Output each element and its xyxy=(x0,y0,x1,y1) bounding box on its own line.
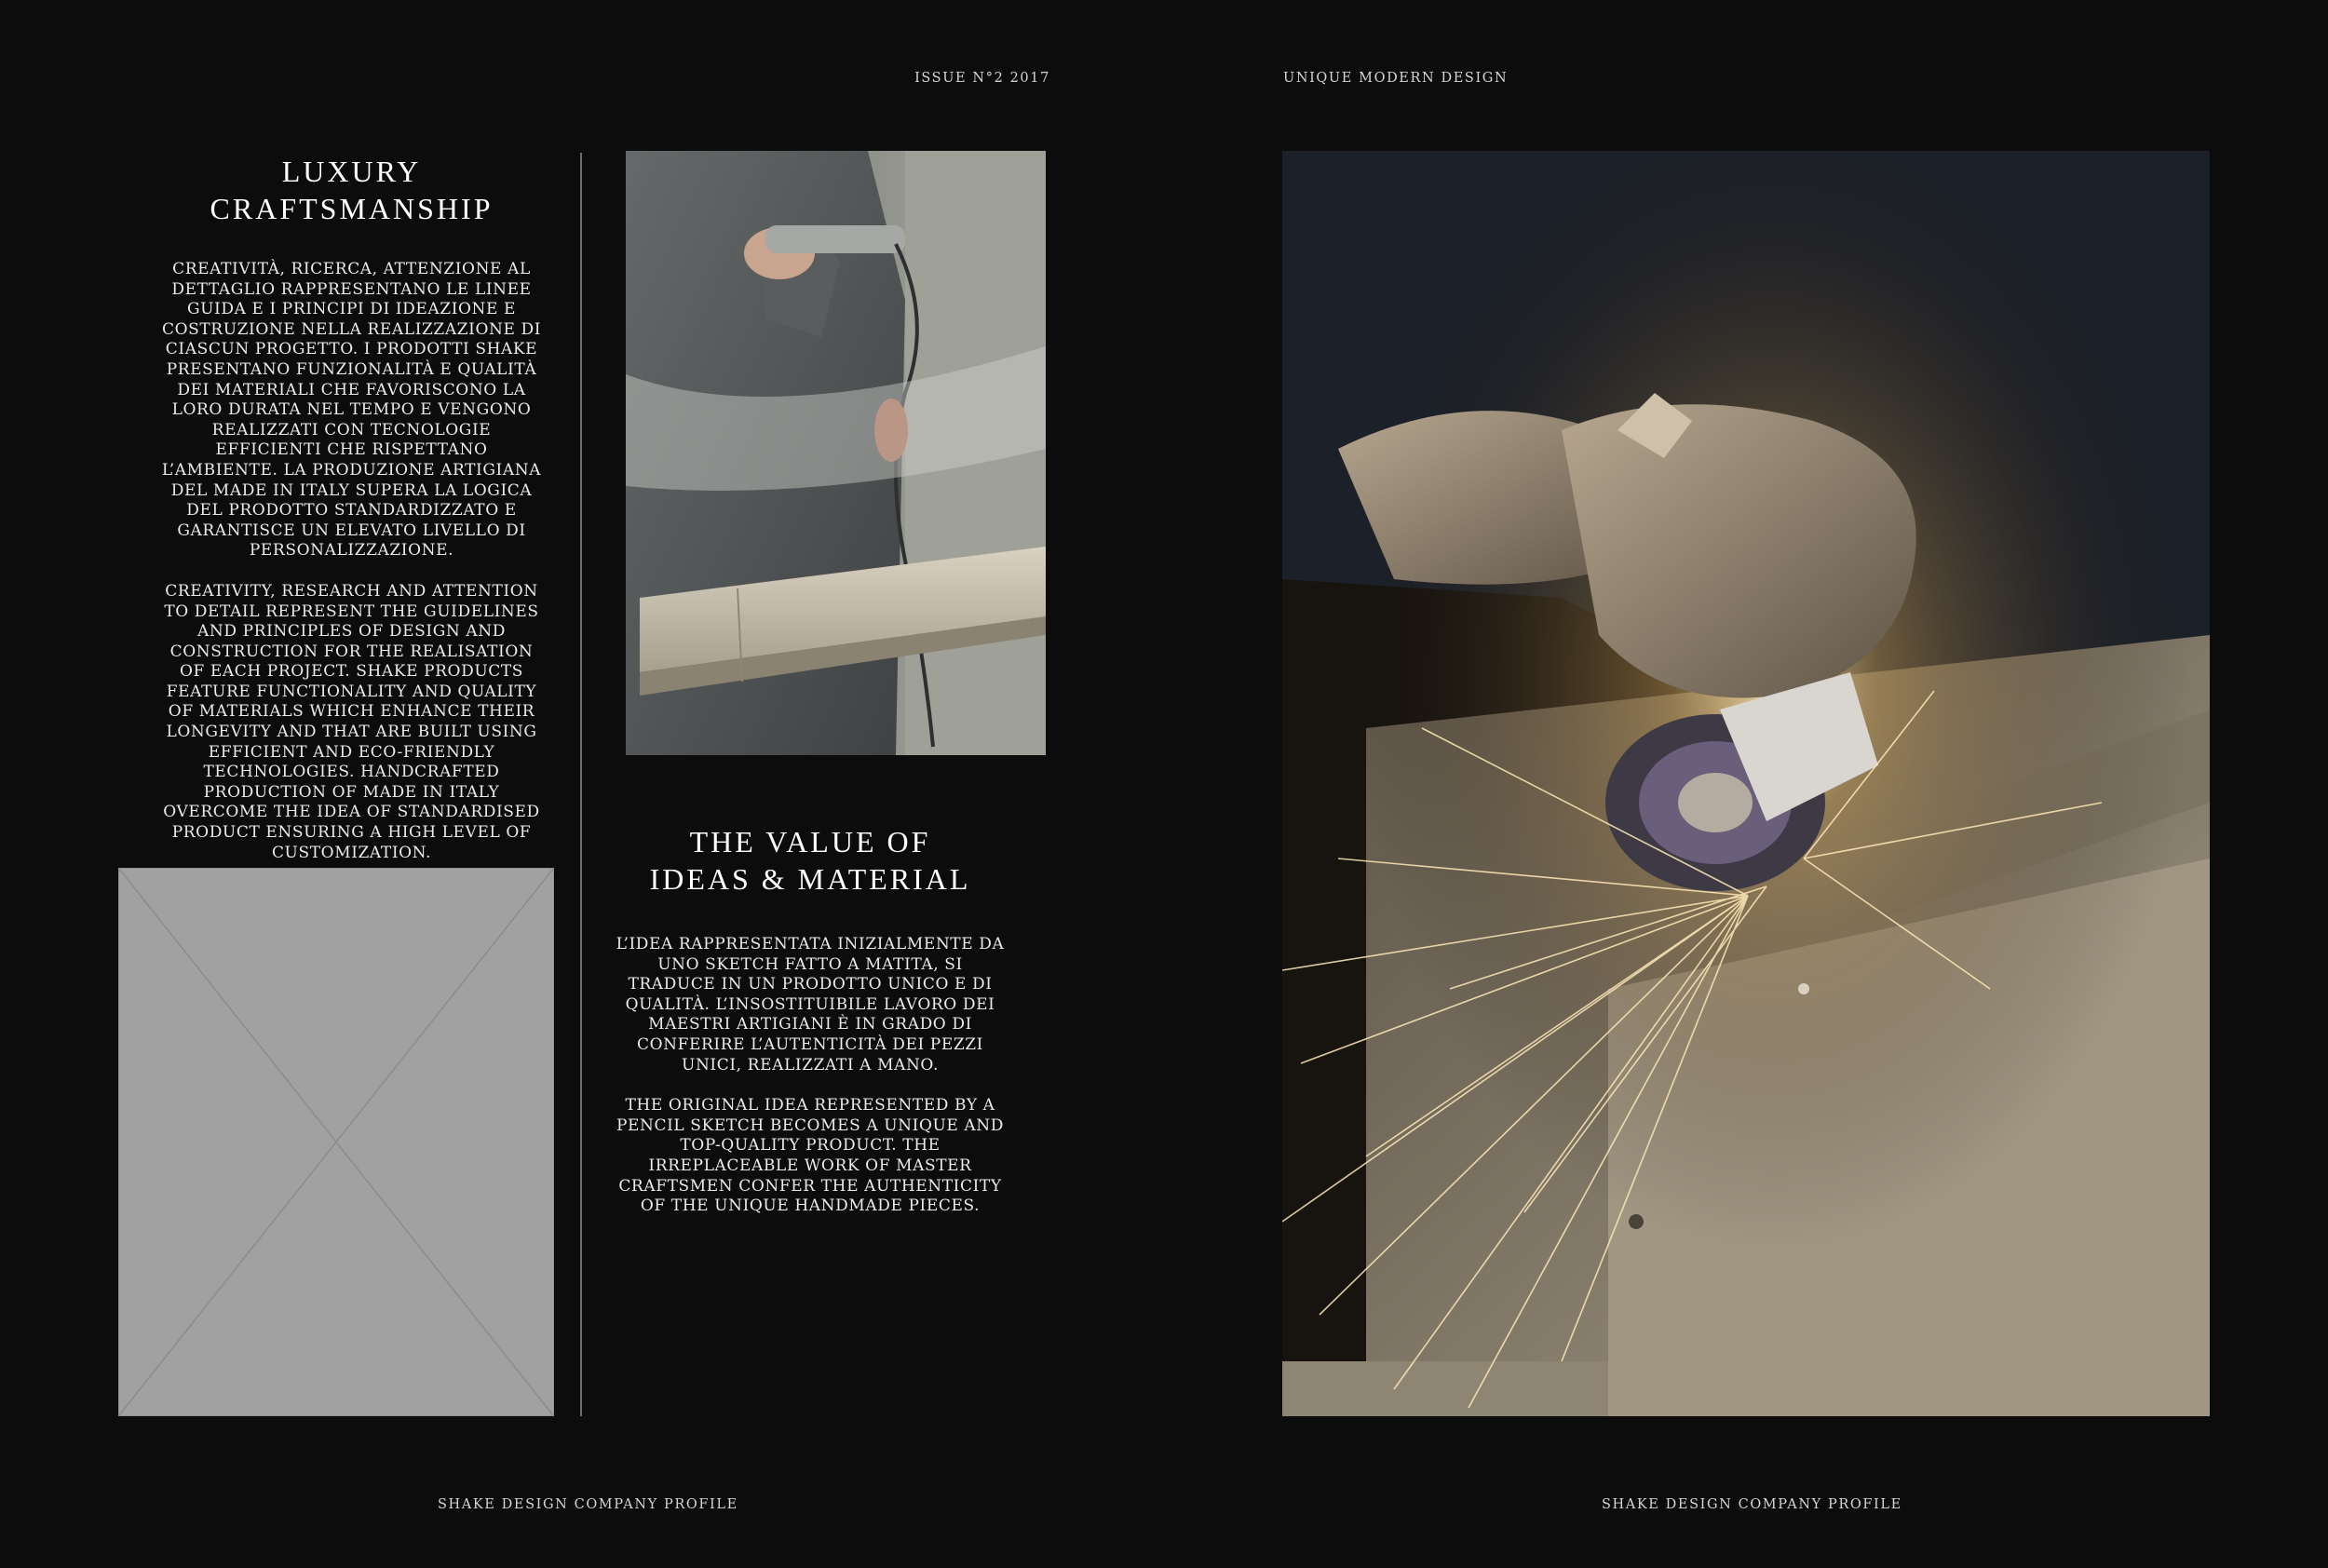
heading-line-1: THE VALUE OF xyxy=(689,825,931,858)
footer-left: SHAKE DESIGN COMPANY PROFILE xyxy=(438,1497,738,1512)
grinder-sparks-photo xyxy=(1282,151,2210,1416)
image-placeholder xyxy=(118,868,554,1416)
issue-label: ISSUE N°2 2017 xyxy=(914,71,1050,86)
value-of-ideas-section xyxy=(615,823,1006,1217)
footer-right: SHAKE DESIGN COMPANY PROFILE xyxy=(1602,1497,1902,1512)
heading-line-1: LUXURY xyxy=(281,155,422,188)
craftsman-polishing-photo xyxy=(626,151,1046,755)
section-heading xyxy=(158,153,545,227)
english-paragraph: THE ORIGINAL IDEA REPRESENTED BY A PENCIL SKETCH BECOMES A UNIQUE AND TOP-QUALITY PRODUCT. THE IRREPLACEABLE WORK OF MASTER CRAFTSMEN CONFER THE AUTHENTICITY OF THE UNIQUE HANDMADE PIECES. xyxy=(616,1096,1005,1216)
section-heading xyxy=(615,823,1006,898)
heading-line-2: IDEAS & MATERIAL xyxy=(649,862,971,896)
luxury-craftsmanship-section xyxy=(158,153,545,863)
column-divider xyxy=(580,153,582,1416)
english-paragraph: CREATIVITY, RESEARCH AND ATTENTION TO DETAIL REPRESENT THE GUIDELINES AND PRINCIPLES OF DESIGN AND CONSTRUCTION FOR THE REALISATION OF EACH PROJECT. SHAKE PRODUCTS FEATURE FUNCTIONALITY AND QUALITY OF MATERIALS WHICH ENHANCE THEIR LONGEVITY AND THAT ARE BUILT USING EFFICIENT AND ECO-FRIENDLY TECHNOLOGIES. HANDCRAFTED PRODUCTION OF MADE IN ITALY OVERCOME THE IDEA OF STANDARDISED PRODUCT ENSURING A HIGH LEVEL OF CUSTOMIZATION. xyxy=(163,581,540,862)
section-label: UNIQUE MODERN DESIGN xyxy=(1283,71,1509,86)
heading-line-2: CRAFTSMANSHIP xyxy=(210,192,494,225)
placeholder-cross-icon xyxy=(119,869,553,1415)
italian-paragraph: L’IDEA RAPPRESENTATA INIZIALMENTE DA UNO SKETCH FATTO A MATITA, SI TRADUCE IN UN PRODOTTO UNICO E DI QUALITÀ. L’INSOSTITUIBILE LAVORO DEI MAESTRI ARTIGIANI È IN GRADO DI CONFERIRE L’AUTENTICITÀ DEI PEZZI UNICI, REALIZZATI A MANO. xyxy=(616,935,1005,1075)
italian-paragraph: CREATIVITÀ, RICERCA, ATTENZIONE AL DETTAGLIO RAPPRESENTANO LE LINEE GUIDA E I PRINCIPI DI IDEAZIONE E COSTRUZIONE NELLA REALIZZAZIONE DI CIASCUN PROGETTO. I PRODOTTI SHAKE PRESENTANO FUNZIONALITÀ E QUALITÀ DEI MATERIALI CHE FAVORISCONO LA LORO DURATA NEL TEMPO E VENGONO REALIZZATI CON TECNOLOGIE EFFICIENTI CHE RISPETTANO L’AMBIENTE. LA PRODUZIONE ARTIGIANA DEL MADE IN ITALY SUPERA LA LOGICA DEL PRODOTTO STANDARDIZZATO E GARANTISCE UN ELEVATO LIVELLO DI PERSONALIZZAZIONE. xyxy=(161,260,542,561)
